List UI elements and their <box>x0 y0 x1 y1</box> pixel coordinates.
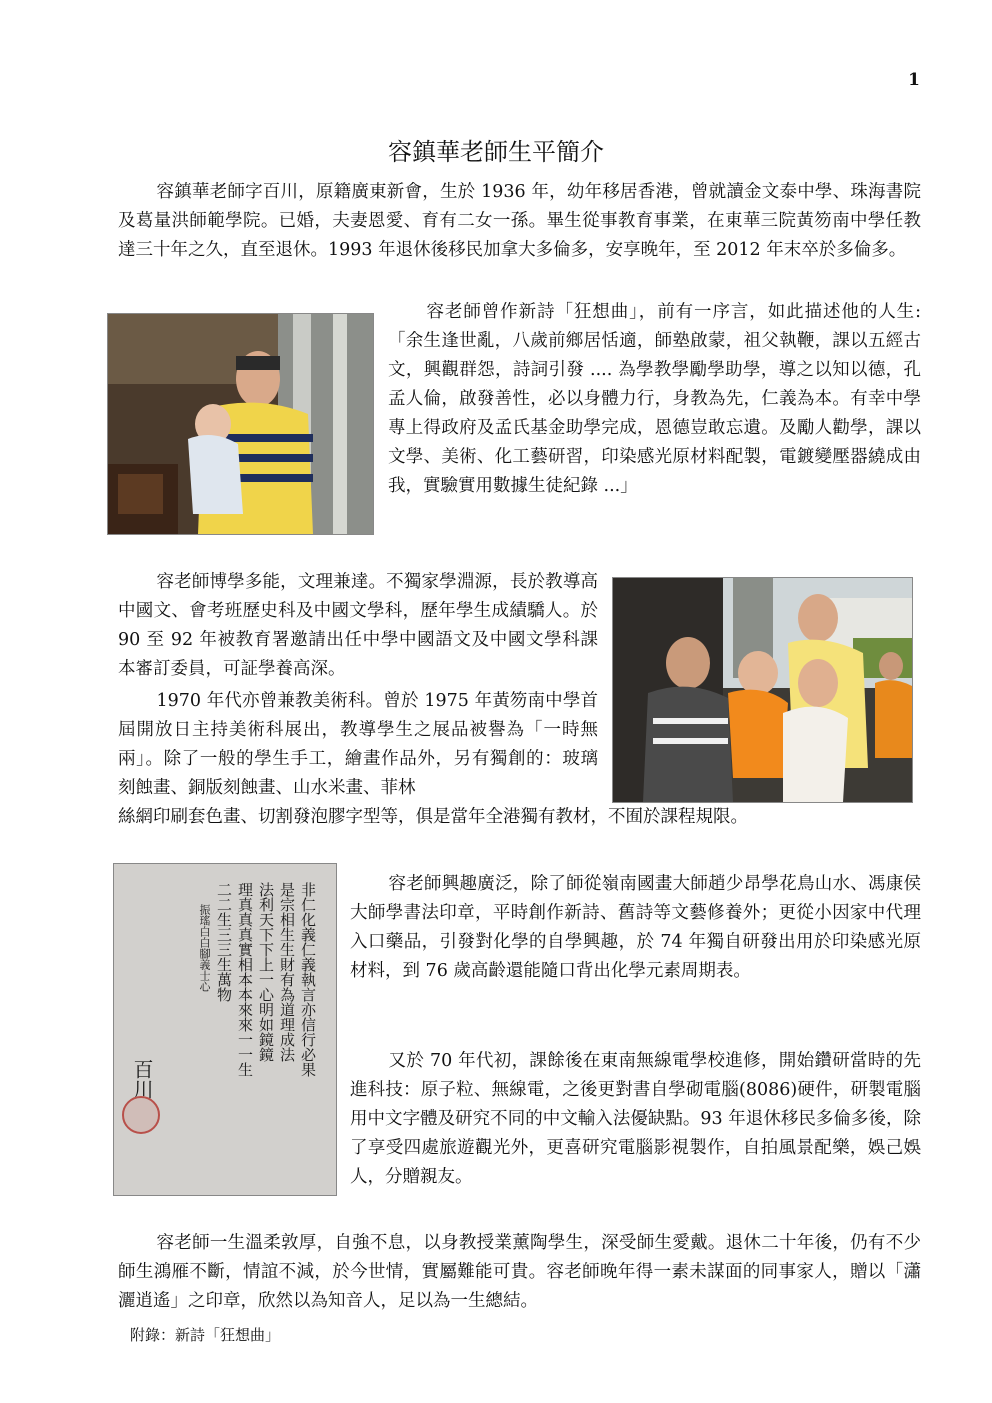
closing-paragraph: 容老師一生溫柔敦厚，自強不息，以身教授業薰陶學生，深受師生愛戴。退休二十年後，仍有不少師生鴻雁不斷，情誼不減，於今世情，實屬難能可貴。容老師晚年得一素未謀面的同事家人，贈以「瀟灑逍遙」之印章，欣然以為知音人，足以為一生總結。 <box>118 1233 921 1311</box>
calligraphy-column: 法利天下下上一心明如鏡鏡 <box>257 882 275 1062</box>
calligraphy-column: 二二生三三生萬物 <box>215 882 233 1002</box>
calligraphy-column: 理真真真實相本本來來一一生 <box>236 882 254 1077</box>
calligraphy-inscription: 振瑤白白腳義士心 <box>198 904 211 992</box>
interests-paragraph: 容老師興趣廣泛，除了師從嶺南國畫大師趙少昂學花鳥山水、馮康侯大師學書法印章，平時創作新詩、舊詩等文藝修養外；更從小因家中代理入口藥品，引發對化學的自學興趣，於 74 年獨自研發出用於印染感光原材料，到 76 歲高齡還能隨口背出化學元素周期表。 <box>350 874 921 981</box>
seal-stamp <box>122 1096 160 1134</box>
scholarship-paragraph: 容老師博學多能，文理兼達。不獨家學淵源，長於教導高中國文、會考班歷史科及中國文學科，歷年學生成績驕人。於 90 至 92 年被教育署邀請出任中學中國語文及中國文學科課本審訂委員，可証學養高深。 <box>118 572 598 679</box>
page-title: 容鎮華老師生平簡介 <box>388 138 604 166</box>
page-number: 1 <box>908 70 920 90</box>
poem-preface-paragraph: 容老師曾作新詩「狂想曲」，前有一序言，如此描述他的人生:「余生逢世亂，八歲前鄉居恬適，師塾啟蒙，祖父執鞭，課以五經古文，興觀群怨，詩詞引發 .... 為學教學勵學助學，導之以知以德，孔孟人倫，啟發善性，必以身體力行，身教為先，仁義為本。有幸中學專上得政府及孟氏基金助學完成，恩德豈敢忘遺。及勵人勸學，課以文學、美術、化工藝研習，印染感光原材料配製，電鍍變壓器繞成由我，實驗實用數據生徒紀錄 ...」 <box>388 302 921 496</box>
art-teaching-paragraph: 1970 年代亦曾兼教美術科。曾於 1975 年黃笏南中學首屆開放日主持美術科展出，教導學生之展品被譽為「一時無兩」。除了一般的學生手工，繪畫作品外，另有獨創的：玻璃刻蝕畫、銅版刻蝕畫、山水米畫、菲林 <box>118 691 598 798</box>
photo-family <box>612 577 913 803</box>
technology-paragraph: 又於 70 年代初，課餘後在東南無線電學校進修，開始鑽研當時的先進科技：原子粒、無線電，之後更對書自學砌電腦(8086)硬件，研製電腦用中文字體及研究不同的中文輸入法優缺點。93 年退休移民多倫多後，除了享受四處旅遊觀光外，更喜研究電腦影視製作，自拍風景配樂，娛己娛人，分贈親友。 <box>350 1051 921 1187</box>
art-teaching-paragraph-continued: 絲網印刷套色畫、切割發泡膠字型等，俱是當年全港獨有教材，不囿於課程規限。 <box>118 807 748 827</box>
photo-teacher-with-baby <box>107 313 374 535</box>
appendix-note: 附錄：新詩「狂想曲」 <box>130 1326 281 1344</box>
calligraphy-column: 是宗相生生財有為道理成法 <box>278 882 296 1062</box>
calligraphy-image <box>113 863 337 1196</box>
calligraphy-signature: 百川 <box>130 1059 154 1099</box>
calligraphy-column: 非仁化義仁義執言亦信行必果 <box>299 882 317 1077</box>
intro-paragraph: 容鎮華老師字百川，原籍廣東新會，生於 1936 年，幼年移居香港，曾就讀金文泰中學、珠海書院及葛量洪師範學院。已婚，夫妻恩愛、育有二女一孫。畢生從事教育事業，在東華三院黃笏南中學任教達三十年之久，直至退休。1993 年退休後移民加拿大多倫多，安享晚年，至 2012 年末卒於多倫多。 <box>118 182 921 260</box>
